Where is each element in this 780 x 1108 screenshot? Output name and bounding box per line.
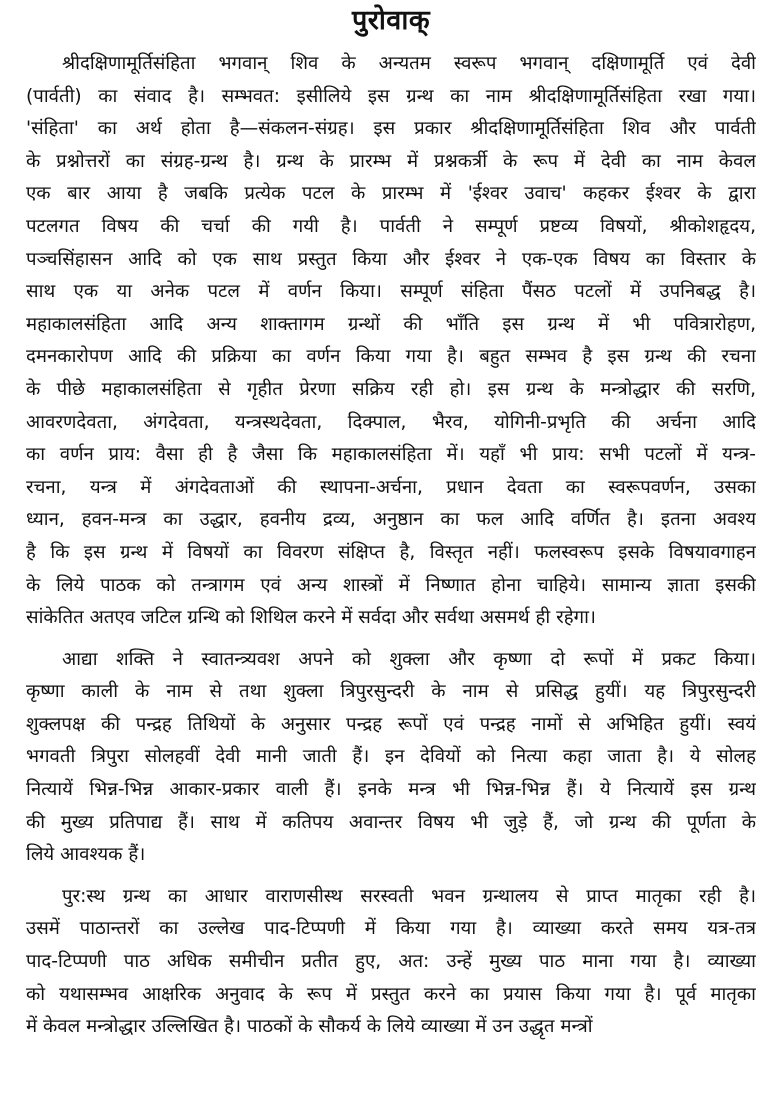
text-line: भगवती त्रिपुरा सोलहवीं देवी मानी जाती हैं। इन देवियों को नित्या कहा जाता है। ये सोलह [26, 746, 756, 768]
text-line: एक बार आया है जबकि प्रत्येक पटल के प्रारम्भ में 'ईश्वर उवाच' कहकर ईश्वर के द्वारा [26, 183, 756, 205]
paragraph-1 [26, 48, 756, 635]
text-line: उसमें पाठान्तरों का उल्लेख पाद-टिप्पणी में किया गया है। व्याख्या करते समय यत्र-तत्र [26, 918, 756, 940]
text-line: (पार्वती) का संवाद है। सम्भवत: इसीलिये इस ग्रन्थ का नाम श्रीदक्षिणामूर्तिसंहिता रखा गया। [26, 85, 756, 107]
text-line: पञ्चसिंहासन आदि को एक साथ प्रस्तुत किया और ईश्वर ने एक-एक विषय का विस्तार के [26, 248, 756, 270]
text-line: ध्यान, हवन-मन्त्र का उद्धार, हवनीय द्रव्य, अनुष्ठान का फल आदि वर्णित है। इतना अवश्य [26, 509, 756, 531]
text-line: को यथासम्भव आक्षरिक अनुवाद के रूप में प्रस्तुत करने का प्रयास किया गया है। पूर्व मातृका [26, 983, 756, 1005]
text-line: कृष्णा काली के नाम से तथा शुक्ला त्रिपुरसुन्दरी के नाम से प्रसिद्ध हुयीं। यह त्रिपुरसुन्दरी [26, 681, 756, 703]
paragraph-3 [26, 881, 756, 1044]
text-line: के प्रश्नोत्तरों का संग्रह-ग्रन्थ है। ग्रन्थ के प्रारम्भ में प्रश्नकर्त्री के रूप में देवी का नाम केवल [26, 150, 756, 172]
text-line: के पीछे महाकालसंहिता से गृहीत प्रेरणा सक्रिय रही हो। इस ग्रन्थ के मन्त्रोद्धार की सरणि, [26, 378, 756, 400]
text-line: पटलगत विषय की चर्चा की गयी है। पार्वती ने सम्पूर्ण प्रष्टव्य विषयों, श्रीकोशहृदय, [26, 215, 756, 237]
text-line: में केवल मन्त्रोद्धार उल्लिखित है। पाठकों के सौकर्य के लिये व्याख्या में उन उद्धृत मन्त्रों [26, 1016, 593, 1038]
paragraph-gap [26, 872, 756, 881]
text-line: आवरणदेवता, अंगदेवता, यन्त्रस्थदेवता, दिक्पाल, भैरव, योगिनी-प्रभृति की अर्चना आदि [26, 411, 756, 433]
text-line: आद्या शक्ति ने स्वातन्त्र्यवश अपने को शुक्ला और कृष्णा दो रूपों में प्रकट किया। [62, 648, 756, 670]
text-line: पुर:स्थ ग्रन्थ का आधार वाराणसीस्थ सरस्वती भवन ग्रन्थालय से प्राप्त मातृका रही है। [62, 885, 756, 907]
text-line: श्रीदक्षिणामूर्तिसंहिता भगवान् शिव के अन्यतम स्वरूप भगवान् दक्षिणामूर्ति एवं देवी [62, 53, 756, 74]
page-title: पुरोवाक् [351, 5, 431, 36]
text-line: शुक्लपक्ष की पन्द्रह तिथियों के अनुसार पन्द्रह रूपों एवं पन्द्रह नामों से अभिहित हुयीं। स्वयं [26, 713, 756, 735]
text-line: 'संहिता' का अर्थ होता है—संकलन-संग्रह। इस प्रकार श्रीदक्षिणामूर्तिसंहिता शिव और पार्वती [26, 118, 756, 140]
text-line: लिये आवश्यक हैं। [26, 844, 146, 866]
text-line: है कि इस ग्रन्थ में विषयों का विवरण संक्षिप्त है, विस्तृत नहीं। फलस्वरूप इसके विषयावगाहन [26, 541, 756, 563]
text-line: दमनकारोपण आदि की प्रक्रिया का वर्णन किया गया है। बहुत सम्भव है इस ग्रन्थ की रचना [26, 346, 756, 368]
text-line: महाकालसंहिता आदि अन्य शाक्तागम ग्रन्थों की भाँति इस ग्रन्थ में भी पवित्रारोहण, [26, 313, 756, 335]
text-line: साथ एक या अनेक पटल में वर्णन किया। सम्पूर्ण संहिता पैंसठ पटलों में उपनिबद्ध है। [26, 281, 756, 303]
text-line: पाद-टिप्पणी पाठ अधिक समीचीन प्रतीत हुए, अत: उन्हें मुख्य पाठ माना गया है। व्याख्या [26, 951, 756, 973]
text-line: के लिये पाठक को तन्त्रागम एवं अन्य शास्त्रों में निष्णात होना चाहिये। सामान्य ज्ञाता इसकी [26, 574, 756, 596]
paragraph-gap [26, 635, 756, 644]
body-text [26, 48, 756, 1044]
paragraph-2 [26, 644, 756, 872]
text-line: की मुख्य प्रतिपाद्य हैं। साथ में कतिपय अवान्तर विषय भी जुड़े हैं, जो ग्रन्थ की पूर्णता के [26, 811, 756, 833]
text-line: सांकेतित अतएव जटिल ग्रन्थि को शिथिल करने में सर्वदा और सर्वथा असमर्थ ही रहेगा। [26, 607, 596, 629]
text-line: का वर्णन प्राय: वैसा ही है जैसा कि महाकालसंहिता में। यहाँ भी प्राय: सभी पटलों में यन्त्र- [26, 444, 756, 466]
text-line: नित्यायें भिन्न-भिन्न आकार-प्रकार वाली हैं। इनके मन्त्र भी भिन्न-भिन्न हैं। ये नित्यायें इस ग्रन्थ [26, 779, 756, 801]
text-line: रचना, यन्त्र में अंगदेवताओं की स्थापना-अर्चना, प्रधान देवता का स्वरूपवर्णन, उसका [26, 476, 756, 498]
